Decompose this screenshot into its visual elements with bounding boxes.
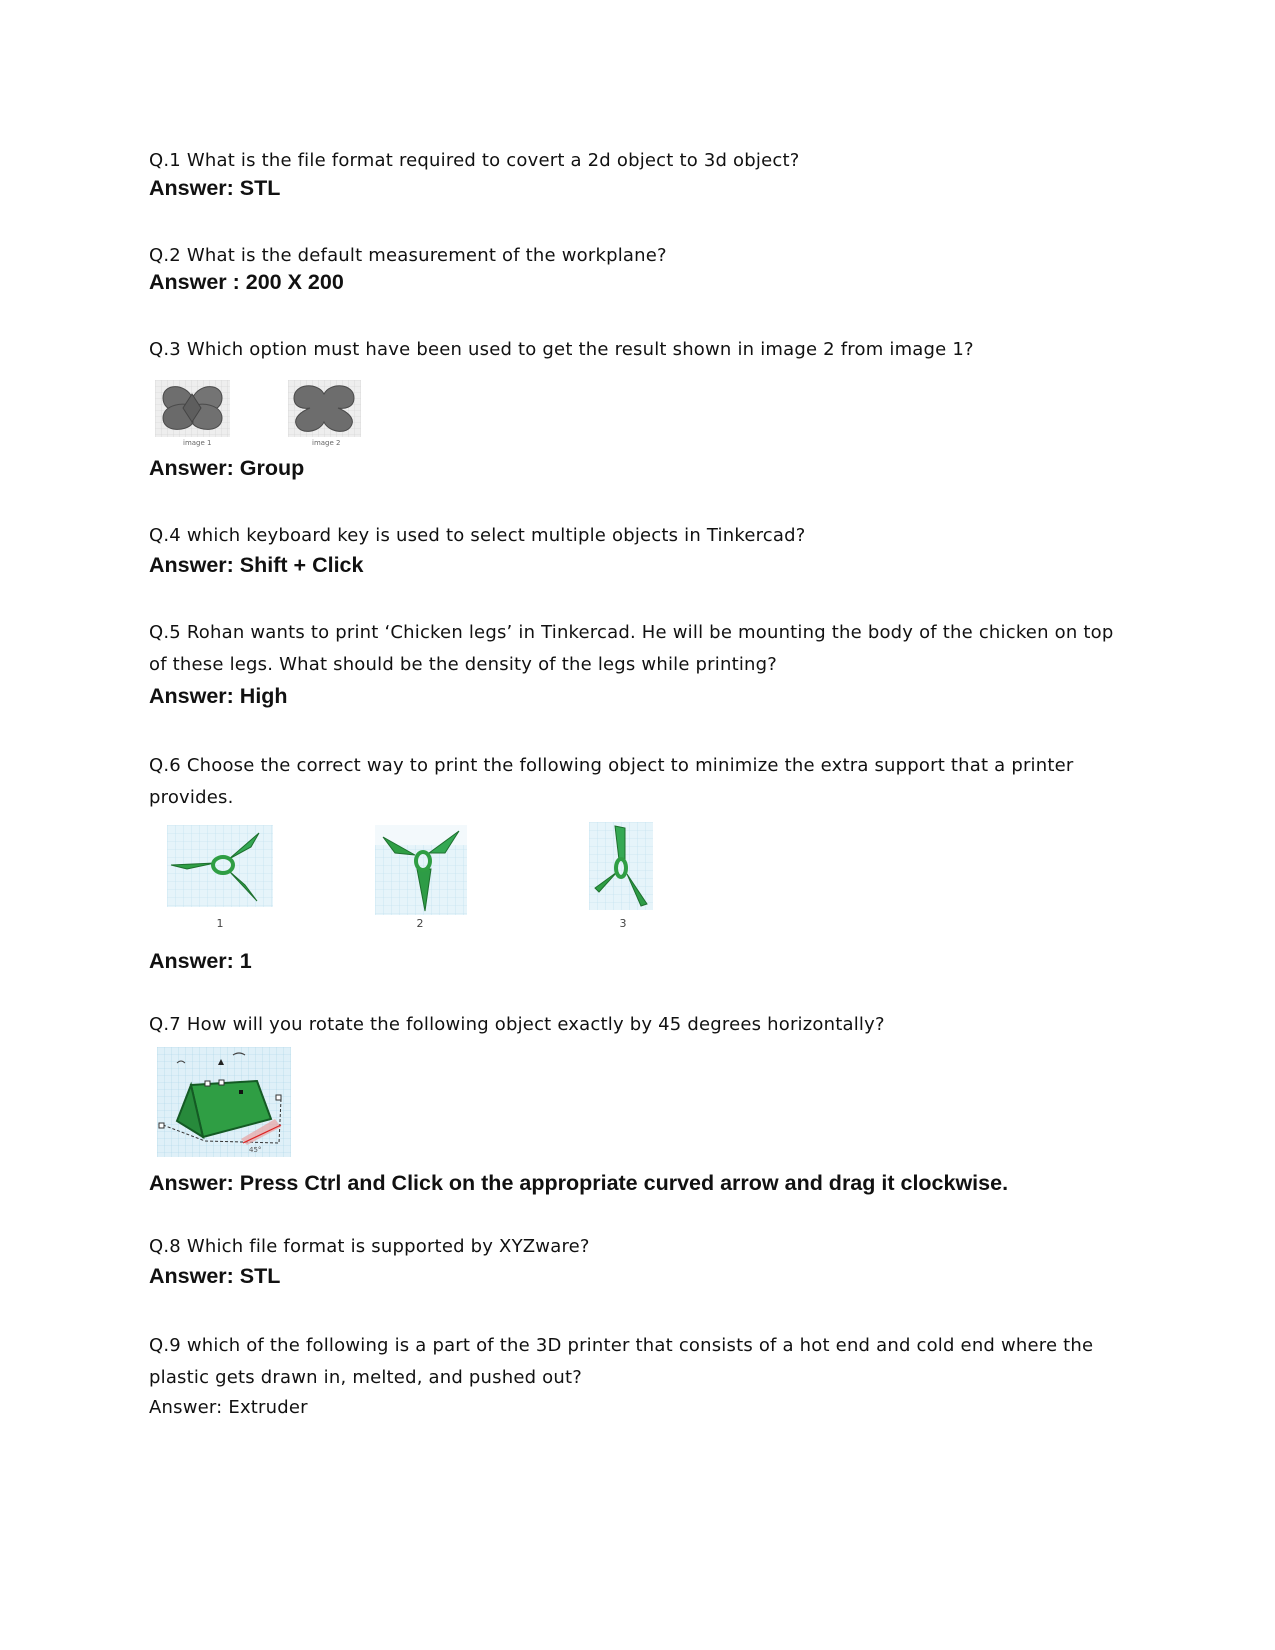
answer-3: Answer: Group — [149, 456, 305, 480]
answer-5: Answer: High — [149, 684, 288, 708]
q3-caption-2: image 2 — [312, 439, 341, 447]
question-9: Q.9 which of the following is a part of the 3D printer that consists of a hot end and cold end where the plastic gets drawn in, melted, and pushed out? — [149, 1335, 1094, 1388]
q6-image-1 — [167, 825, 273, 907]
answer-8: Answer: STL — [149, 1264, 281, 1288]
q7-image — [157, 1047, 291, 1157]
question-7: Q.7 How will you rotate the following object exactly by 45 degrees horizontally? — [149, 1014, 885, 1035]
q3-image-1 — [155, 380, 230, 437]
answer-6: Answer: 1 — [149, 949, 252, 973]
question-1: Q.1 What is the file format required to covert a 2d object to 3d object? — [149, 150, 800, 171]
q3-image-2 — [288, 380, 361, 437]
answer-9: Answer: Extruder — [149, 1397, 308, 1418]
q6-image-3 — [589, 822, 653, 910]
question-3: Q.3 Which option must have been used to get the result shown in image 2 from image 1? — [149, 339, 974, 360]
question-4: Q.4 which keyboard key is used to select multiple objects in Tinkercad? — [149, 525, 806, 546]
question-8: Q.8 Which file format is supported by XYZware? — [149, 1236, 590, 1257]
answer-2: Answer : 200 X 200 — [149, 270, 344, 294]
q3-caption-1: image 1 — [183, 439, 212, 447]
question-5: Q.5 Rohan wants to print ‘Chicken legs’ in Tinkercad. He will be mounting the body of the chicken on top of these legs. What should be the density of the legs while printing? — [149, 622, 1114, 675]
answer-4: Answer: Shift + Click — [149, 553, 364, 577]
question-2: Q.2 What is the default measurement of the workplane? — [149, 245, 667, 266]
q6-image-2 — [375, 825, 467, 915]
q6-caption-3: 3 — [619, 917, 627, 930]
question-6: Q.6 Choose the correct way to print the following object to minimize the extra support that a printer provides. — [149, 755, 1074, 808]
answer-1: Answer: STL — [149, 176, 281, 200]
q6-caption-1: 1 — [216, 917, 224, 930]
q6-caption-2: 2 — [416, 917, 424, 930]
answer-7: Answer: Press Ctrl and Click on the appropriate curved arrow and drag it clockwise. — [149, 1171, 1009, 1195]
q7-caption-45: 45° — [249, 1146, 262, 1154]
